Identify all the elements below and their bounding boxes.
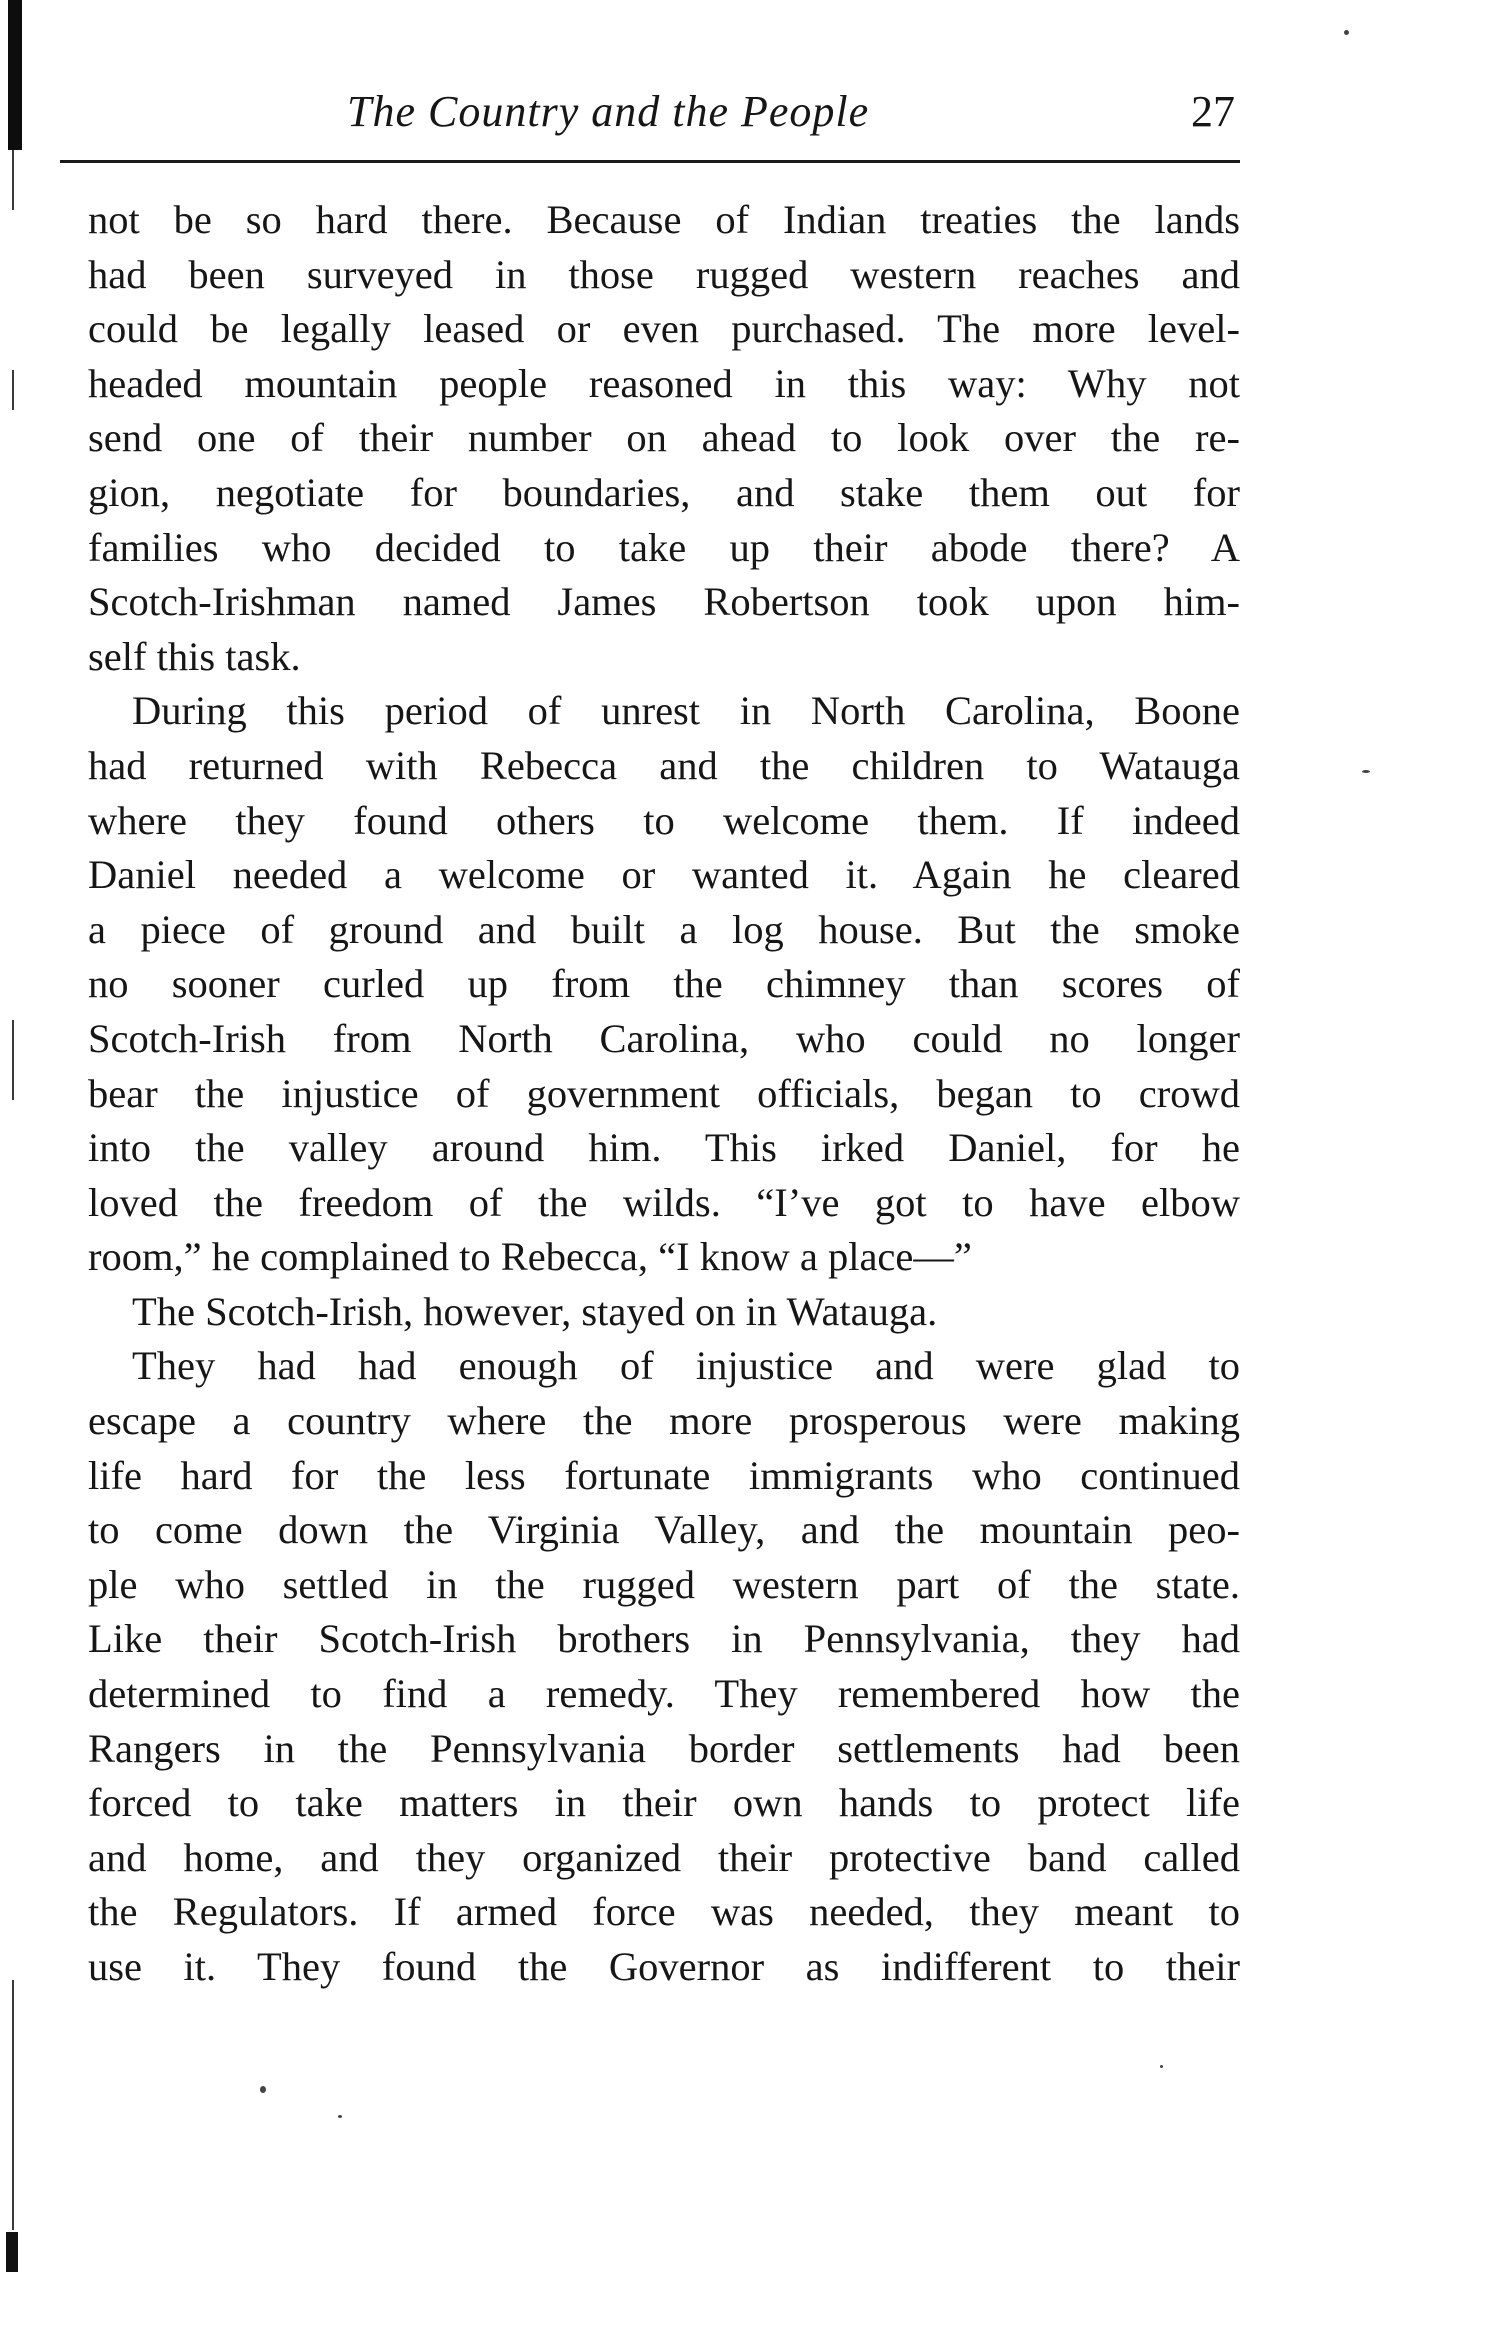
text-line: send one of their number on ahead to look over the re- [88,415,1240,461]
scan-speck [260,2086,266,2093]
header-rule [60,160,1240,163]
scan-speck [338,2115,342,2118]
text-line: ple who settled in the rugged western part of the state. [88,1561,1240,1607]
text-line: use it. They found the Governor as indifferent to their [88,1944,1240,1989]
scan-speck [1362,770,1370,773]
text-line: life hard for the less fortunate immigrants who continued [88,1452,1240,1498]
text-line: where they found others to welcome them. If indeed [88,797,1240,843]
text-line: into the valley around him. This irked Daniel, for he [88,1125,1240,1171]
text-line: Daniel needed a welcome or wanted it. Again he cleared [88,852,1240,898]
text-line: gion, negotiate for boundaries, and stake them out for [88,469,1240,515]
scan-speck [1160,2065,1163,2068]
binding-edge-line [12,370,14,410]
paragraph-first-line: The Scotch-Irish, however, stayed on in Watauga. [132,1288,938,1334]
text-line: the Regulators. If armed force was needed, they meant to [88,1889,1240,1935]
text-line: determined to find a remedy. They remembered how the [88,1671,1240,1717]
scan-speck [1344,30,1349,35]
text-line: bear the injustice of government officials, began to crowd [88,1070,1240,1116]
text-line: families who decided to take up their abode there? A [88,524,1240,570]
paragraph-first-line: During this period of unrest in North Carolina, Boone [132,688,1240,734]
text-line: and home, and they organized their protective band called [88,1834,1240,1880]
text-line: no sooner curled up from the chimney than scores of [88,961,1240,1007]
binding-edge-shadow [8,0,22,150]
body-text [88,193,1240,1995]
running-head [85,82,1235,142]
page-number: 27 [1191,87,1235,136]
text-line: a piece of ground and built a log house. But the smoke [88,906,1240,952]
text-line: to come down the Virginia Valley, and the mountain peo- [88,1507,1240,1553]
binding-edge-line [12,1980,14,2230]
text-line: had been surveyed in those rugged western reaches and [88,251,1240,297]
text-line: loved the freedom of the wilds. “I’ve got to have elbow [88,1179,1240,1225]
binding-edge-line [12,150,14,210]
paragraph-first-line: They had had enough of injustice and were glad to [132,1343,1240,1389]
text-line: self this task. [88,633,301,679]
text-line: Like their Scotch-Irish brothers in Pennsylvania, they had [88,1616,1240,1662]
text-line: headed mountain people reasoned in this way: Why not [88,360,1240,406]
text-line: Scotch-Irish from North Carolina, who could no longer [88,1015,1240,1061]
text-line: Scotch-Irishman named James Robertson took upon him- [88,579,1240,625]
text-line: Rangers in the Pennsylvania border settlements had been [88,1725,1240,1771]
text-line: forced to take matters in their own hands to protect life [88,1780,1240,1826]
text-line: room,” he complained to Rebecca, “I know a place—” [88,1234,972,1280]
running-title: The Country and the People [347,87,870,136]
binding-edge-line [12,1020,14,1100]
text-line: not be so hard there. Because of Indian treaties the lands [88,197,1240,242]
text-line: escape a country where the more prosperous were making [88,1398,1240,1444]
text-line: could be legally leased or even purchased. The more level- [88,306,1240,352]
text-line: had returned with Rebecca and the children to Watauga [88,742,1240,788]
binding-edge-shadow [6,2232,18,2272]
